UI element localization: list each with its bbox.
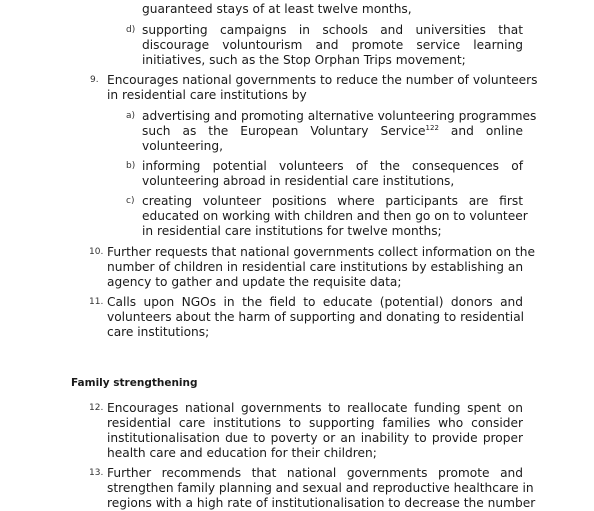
- clause-9: [107, 73, 538, 103]
- section-heading: Family strengthening: [71, 377, 198, 389]
- text-line: Calls upon NGOs in the field to educate (potential) donors and: [107, 295, 523, 309]
- text-line: health care and education for their children;: [107, 446, 377, 460]
- list-number: 10.: [89, 247, 104, 257]
- text-line: educated on working with children and then go on to volunteer: [142, 209, 528, 223]
- text-line: number of children in residential care institutions by establishing an: [107, 260, 524, 274]
- list-letter: b): [126, 161, 136, 171]
- text-line: agency to gather and update the requisite data;: [107, 275, 402, 289]
- clause-9b: [142, 159, 523, 189]
- clause-10: [107, 245, 535, 290]
- clause-12: [107, 401, 523, 461]
- text-line: in residential care institutions for twelve months;: [142, 224, 442, 238]
- list-letter: a): [126, 111, 136, 121]
- text-line: [142, 124, 523, 139]
- list-letter: c): [126, 196, 135, 206]
- clause-11: [107, 295, 523, 340]
- text-line: residential care institutions to supporting families who consider: [107, 416, 523, 430]
- text-line: discourage voluntourism and promote service learning: [142, 38, 523, 52]
- text-line: creating volunteer positions where participants are first: [142, 194, 523, 208]
- text-line: volunteering abroad in residential care institutions,: [142, 174, 455, 188]
- text-line: in residential care institutions by: [107, 88, 307, 102]
- text-fragment: and online: [438, 124, 523, 138]
- text-line: guaranteed stays of at least twelve months,: [142, 2, 412, 16]
- clause-13: [107, 466, 536, 511]
- text-line: care institutions;: [107, 325, 210, 339]
- text-line: volunteering,: [142, 139, 224, 153]
- text-line: informing potential volunteers of the consequences of: [142, 159, 523, 173]
- list-number: 9.: [90, 75, 99, 85]
- list-number: 12.: [89, 403, 104, 413]
- list-number: 11.: [89, 297, 104, 307]
- clause-9c: [142, 194, 528, 239]
- clause-9a: [142, 109, 537, 154]
- text-line: Encourages national governments to reduce the number of volunteers: [107, 73, 538, 87]
- text-fragment: such as the European Voluntary Service: [142, 124, 426, 138]
- footnote-ref[interactable]: 122: [425, 124, 439, 132]
- clause-d: [142, 23, 523, 68]
- text-line: institutionalisation due to poverty or an inability to provide proper: [107, 431, 523, 445]
- text-line: supporting campaigns in schools and universities that: [142, 23, 523, 37]
- list-letter: d): [126, 25, 136, 35]
- list-number: 13.: [89, 468, 104, 478]
- text-line: Encourages national governments to reallocate funding spent on: [107, 401, 523, 415]
- clause-c-previous: [142, 2, 523, 17]
- text-line: volunteers about the harm of supporting and donating to residential: [107, 310, 525, 324]
- text-line: Further requests that national governments collect information on the: [107, 245, 535, 259]
- text-line: regions with a high rate of institutionalisation to decrease the number: [107, 496, 536, 510]
- text-line: strengthen family planning and sexual and reproductive healthcare in: [107, 481, 534, 495]
- text-line: advertising and promoting alternative volunteering programmes: [142, 109, 537, 123]
- text-line: Further recommends that national governments promote and: [107, 466, 523, 480]
- text-line: initiatives, such as the Stop Orphan Trips movement;: [142, 53, 466, 67]
